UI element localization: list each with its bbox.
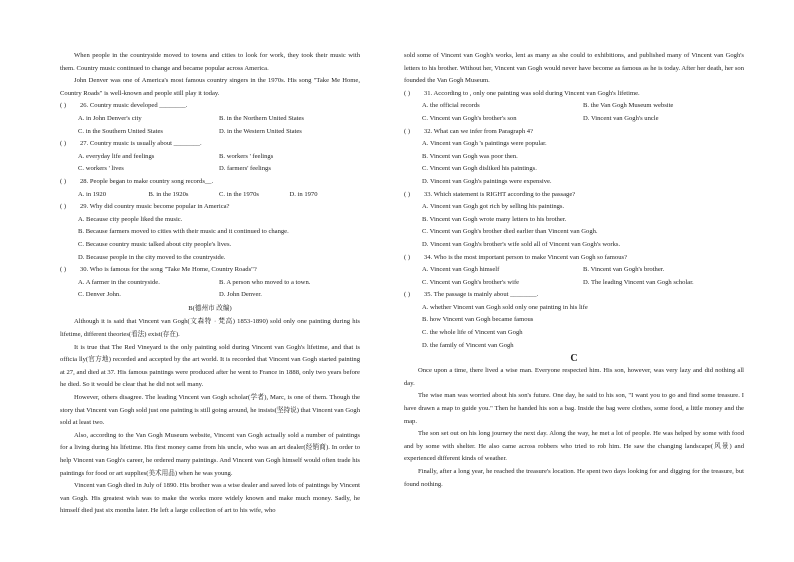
- option-b: B. Vincent van Gogh was poor then.: [422, 152, 518, 160]
- option-d: D. Vincent van Gogh's paintings were expensive.: [422, 177, 552, 185]
- passage-a-para-1: When people in the countryside moved to towns and cities to look for work, they took their music with them. Country music continued to change and became popular across America.: [60, 52, 360, 72]
- question-stem: 27. Country music is usually about ________.: [80, 140, 202, 148]
- passage-b-para-5: Vincent van Gogh died in July of 1890. His brother was a wise dealer and saved lots of paintings by Vincent van Gogh. His greatest wish was to make the works more widely known and make much money. Sadly, he himself died just six months later. He left a large collection of art to his wife, who: [60, 482, 360, 515]
- left-column: [60, 50, 360, 518]
- question-stem: 29. Why did country music become popular in America?: [80, 203, 230, 211]
- question-35: [404, 289, 744, 352]
- question-stem: 34. Who is the most important person to make Vincent van Gogh so famous?: [424, 253, 628, 261]
- passage-b-para-1: Although it is said that Vincent van Gogh(文森特 · 梵高) 1853-1890) sold only one painting during his lifetime, different theories(看法) exist(存在).: [60, 318, 360, 339]
- passage-b-para-2: It is true that The Red Vineyard is the only painting sold during Vincent van Gogh's lifetime, and that is officia lly(官方地) recorded and accepted by the art world. It is recorded that Vincent van Gogh started painting at 27, and died at 37. His famous paintings were produced after he went to France in 1888, only two years before he died. So it would be clear that he did not sell many.: [60, 343, 360, 389]
- option-b: B. workers ' feelings: [219, 152, 274, 160]
- answer-blank: ( ): [404, 89, 411, 97]
- question-28: [60, 176, 360, 201]
- passage-b-para-4: Also, according to the Van Gogh Museum website, Vincent van Gogh actually sold a number of paintings for a living during his lifetime. His first money came from his uncle, who was an art dealer(经销商). In order to help Vincent van Gogh's career, he ordered many paintings. And Vincent van Gogh himself would often trade his paintings for food or art supplies(美术用品) when he was young.: [60, 431, 360, 477]
- option-d: D. John Denver.: [219, 291, 262, 299]
- section-c-title: C: [570, 353, 578, 365]
- option-d: D. Vincent van Gogh's brother's wife sold all of Vincent van Gogh's works.: [422, 240, 621, 248]
- option-b: B. Vincent van Gogh wrote many letters to his brother.: [422, 215, 567, 223]
- option-b: B. in the 1920s: [148, 190, 189, 198]
- option-d: D. in the Western United States: [219, 127, 302, 135]
- question-26: [60, 100, 360, 138]
- passage-c-para-3: The son set out on his long journey the next day. Along the way, he met a lot of people. He was helped by some with food and by some with shelter. He also came across robbers who tried to rob him. He saw the changing landscape(风景) and experienced different kinds of weather.: [404, 430, 744, 463]
- question-stem: 30. Who is famous for the song "Take Me Home, Country Roads"?: [80, 266, 257, 274]
- option-a: A. Vincent van Gogh got rich by selling his paintings.: [422, 203, 565, 211]
- option-a: A. Vincent van Gogh himself: [422, 266, 500, 274]
- option-d: D. The leading Vincent van Gogh scholar.: [583, 278, 694, 286]
- answer-blank: ( ): [60, 177, 67, 185]
- option-c: C. Vincent van Gogh's brother's wife: [422, 278, 520, 286]
- option-c: C. in the Southern United States: [78, 127, 163, 135]
- answer-blank: ( ): [404, 127, 411, 135]
- question-29: [60, 201, 360, 264]
- answer-blank: ( ): [404, 253, 411, 261]
- option-a: A. Vincent van Gogh 's paintings were popular.: [422, 140, 547, 148]
- passage-b-para-3: However, others disagree. The leading Vincent van Gogh scholar(学者), Marc, is one of them. Though the story that Vincent van Gogh sold just one painting is still going around, he insists(坚持说) that Vincent van Gogh sold at least two.: [60, 394, 360, 427]
- option-b: B. Vincent van Gogh's brother.: [583, 266, 665, 274]
- question-stem: 28. People began to make country song records__.: [80, 177, 214, 185]
- option-c: C. the whole life of Vincent van Gogh: [422, 329, 523, 337]
- option-c: C. Because country music talked about city people's lives.: [78, 240, 232, 248]
- option-a: A. everyday life and feelings: [78, 152, 155, 160]
- option-a: A. in John Denver's city: [78, 114, 142, 122]
- option-b: B. the Van Gogh Museum website: [583, 102, 674, 110]
- option-d: D. in 1970: [289, 190, 318, 198]
- answer-blank: ( ): [404, 291, 411, 299]
- option-d: D. the family of Vincent van Gogh: [422, 341, 514, 349]
- option-c: C. in the 1970s: [219, 190, 259, 198]
- option-d: D. farmers' feelings: [219, 165, 271, 173]
- question-33: [404, 189, 744, 252]
- option-c: C. Denver John.: [78, 291, 121, 299]
- passage-a-para-2: John Denver was one of America's most famous country singers in the 1970s. His song "Take Me Home, Country Roads" is well-known and people still play it today.: [60, 77, 360, 97]
- option-a: A. A farmer in the countryside.: [78, 278, 160, 286]
- question-34: [404, 252, 744, 290]
- answer-blank: ( ): [60, 266, 67, 274]
- option-b: B. how Vincent van Gogh became famous: [422, 316, 534, 324]
- question-27: [60, 138, 360, 176]
- option-d: D. Vincent van Gogh's uncle: [583, 114, 659, 122]
- option-a: A. the official records: [422, 102, 480, 110]
- option-b: B. A person who moved to a town.: [219, 278, 311, 286]
- answer-blank: ( ): [404, 190, 411, 198]
- passage-c-para-2: The wise man was worried about his son's future. One day, he said to his son, "I want you to go and find some treasure. I have drawn a map to guide you." Then he handed his son a bag. Inside the bag were clothes, some food, a little money and the map.: [404, 392, 744, 425]
- answer-blank: ( ): [60, 203, 67, 211]
- passage-b-continued: sold some of Vincent van Gogh's works, lent as many as she could to exhibitions, and published many of Vincent van Gogh's letters to his brother. Without her, Vincent van Gogh would never have become as famous as he is today. After her death, her son founded the Van Gogh Museum.: [404, 52, 744, 85]
- question-30: [60, 264, 360, 302]
- section-b-title: B(德州市 改编): [188, 304, 232, 312]
- option-b: B. Because farmers moved to cities with their music and it continued to change.: [78, 228, 289, 236]
- option-d: D. Because people in the city moved to the countryside.: [78, 253, 226, 261]
- question-31: [404, 88, 744, 126]
- answer-blank: ( ): [60, 140, 67, 148]
- right-column: [404, 50, 744, 491]
- option-a: A. Because city people liked the music.: [78, 215, 183, 223]
- passage-c-para-1: Once upon a time, there lived a wise man. Everyone respected him. His son, however, was very lazy and did nothing all day.: [404, 367, 744, 387]
- question-32: [404, 126, 744, 189]
- question-stem: 35. The passage is mainly about ________.: [424, 291, 539, 299]
- answer-blank: ( ): [60, 102, 67, 110]
- option-c: C. workers ' lives: [78, 165, 124, 173]
- question-stem: 26. Country music developed ________.: [80, 102, 188, 110]
- option-b: B. in the Northern United States: [219, 114, 304, 122]
- option-c: C. Vincent van Gogh's brother died earlier than Vincent van Gogh.: [422, 228, 598, 236]
- option-c: C. Vincent van Gogh disliked his paintings.: [422, 165, 537, 173]
- question-stem: 33. Which statement is RIGHT according to the passage?: [424, 190, 576, 198]
- question-stem: 32. What can we infer from Paragraph 4?: [424, 127, 533, 135]
- option-a: A. whether Vincent van Gogh sold only one painting in his life: [422, 303, 588, 311]
- question-stem: 31. According to , only one painting was sold during Vincent van Gogh's lifetime.: [424, 89, 640, 97]
- option-a: A. in 1920: [78, 190, 107, 198]
- option-c: C. Vincent van Gogh's brother's son: [422, 114, 517, 122]
- passage-c-para-4: Finally, after a long year, he reached the treasure's location. He spent two days looking for and digging for the treasure, but found nothing.: [404, 468, 744, 488]
